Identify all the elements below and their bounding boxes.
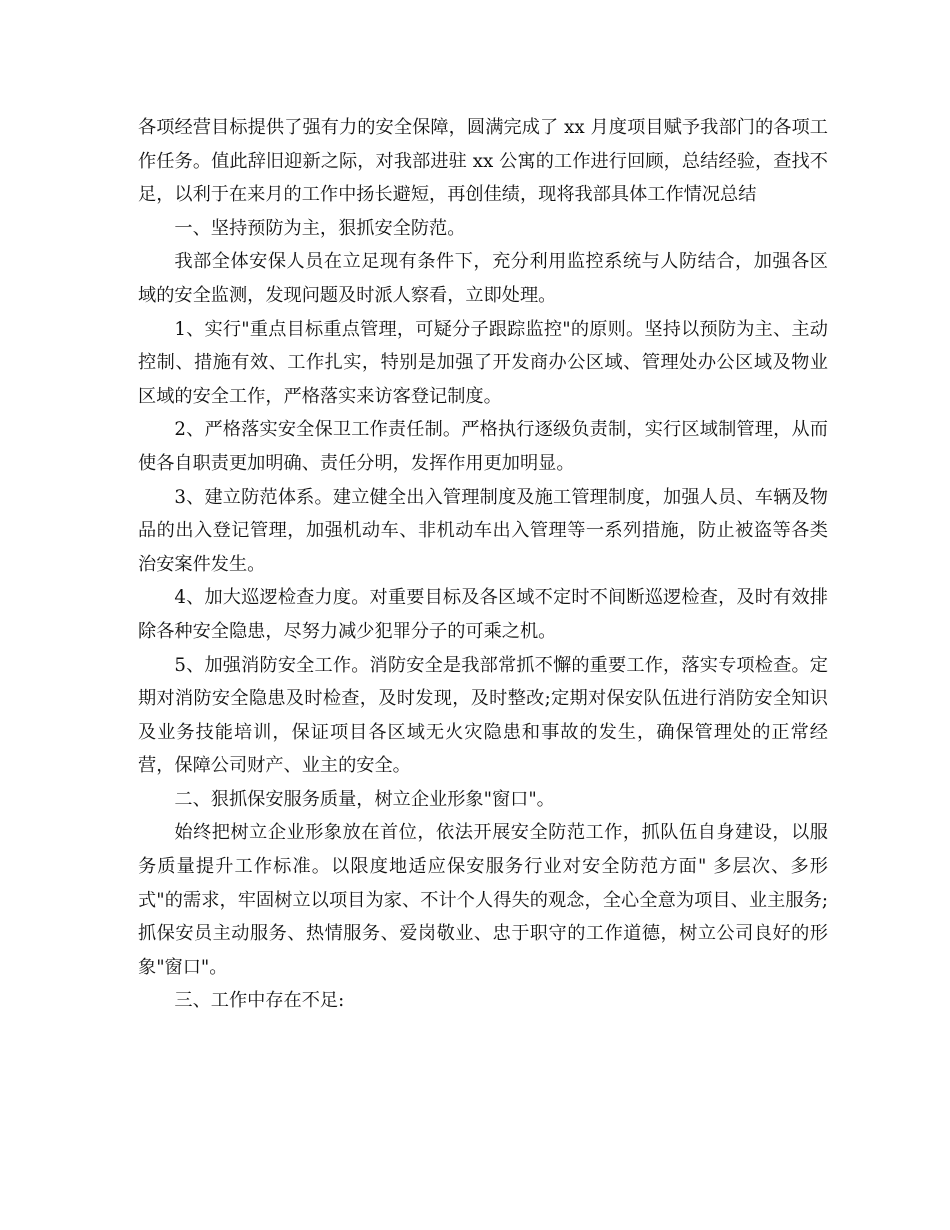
list-item-5: 5、加强消防安全工作。消防安全是我部常抓不懈的重要工作，落实专项检查。定期对消防安全隐患及时检查，及时发现，及时整改;定期对保安队伍进行消防安全知识及业务技能培训，保证项目各区域无火灾隐患和事故的发生，确保管理处的正常经营，保障公司财产、业主的安全。 (138, 654, 828, 777)
document-body (138, 111, 828, 1018)
paragraph: 我部全体安保人员在立足现有条件下，充分利用监控系统与人防结合，加强各区域的安全监测，发现问题及时派人察看，立即处理。 (138, 251, 828, 306)
section-heading-1: 一、坚持预防为主，狠抓安全防范。 (174, 217, 466, 239)
list-item-4: 4、加大巡逻检查力度。对重要目标及各区域不定时不间断巡逻检查，及时有效排除各种安全隐患，尽努力减少犯罪分子的可乘之机。 (138, 587, 828, 642)
section-heading-3: 三、工作中存在不足: (174, 990, 345, 1012)
paragraph-intro-continuation: 各项经营目标提供了强有力的安全保障，圆满完成了 xx 月度项目赋予我部门的各项工作任务。值此辞旧迎新之际，对我部进驻 xx 公寓的工作进行回顾，总结经验，查找不足，以利于在来月的工作中扬长避短，再创佳绩，现将我部具体工作情况总结 (138, 117, 828, 206)
list-item-2: 2、严格落实安全保卫工作责任制。严格执行逐级负责制，实行区域制管理，从而使各自职责更加明确、责任分明，发挥作用更加明显。 (138, 419, 828, 474)
paragraph: 始终把树立企业形象放在首位，依法开展安全防范工作，抓队伍自身建设，以服务质量提升工作标准。以限度地适应保安服务行业对安全防范方面" 多层次、多形式"的需求，牢固树立以项目为家、不计个人得失的观念，全心全意为项目、业主服务;抓保安员主动服务、热情服务、爱岗敬业、忠于职守的工作道德，树立公司良好的形象"窗口"。 (138, 822, 828, 978)
list-item-3: 3、建立防范体系。建立健全出入管理制度及施工管理制度，加强人员、车辆及物品的出入登记管理，加强机动车、非机动车出入管理等一系列措施，防止被盗等各类治安案件发生。 (138, 486, 828, 575)
section-heading-2: 二、狠抓保安服务质量，树立企业形象"窗口"。 (174, 788, 555, 810)
list-item-1: 1、实行"重点目标重点管理，可疑分子跟踪监控"的原则。坚持以预防为主、主动控制、措施有效、工作扎实，特别是加强了开发商办公区域、管理处办公区域及物业区域的安全工作，严格落实来访客登记制度。 (138, 318, 828, 407)
